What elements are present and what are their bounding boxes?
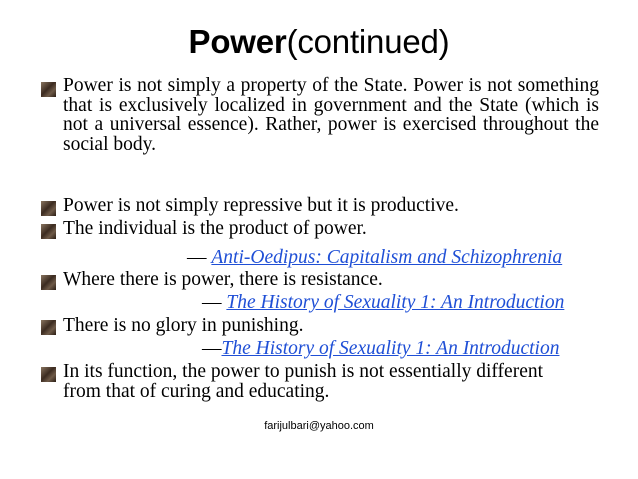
citation-link-history-of-sexuality-2[interactable]: The History of Sexuality 1: An Introduction [221,338,560,359]
bullet-icon [41,367,56,382]
bullet-text-3: The individual is the product of power. [63,218,367,239]
citation-link-anti-oedipus[interactable]: Anti-Oedipus: Capitalism and Schizophrenia [211,247,563,268]
bullet-text-6: In its function, the power to punish is not essentially different from that of curing and educating. [63,361,544,402]
citation-3 [202,339,559,359]
title-rest: (continued) [286,23,450,60]
slide-title [0,22,638,62]
bullet-text-1: Power is not simply a property of the State. Power is not something that is exclusively localized in government and the State (which is not a universal essence). Rather, power is exercised throughout the social body. [63,75,599,155]
bullet-icon [41,320,56,335]
bullet-icon [41,275,56,290]
bullet-icon [41,224,56,239]
bullet-icon [41,201,56,216]
bullet-text-2: Power is not simply repressive but it is productive. [63,195,459,216]
citation-link-history-of-sexuality[interactable]: The History of Sexuality 1: An Introduction [226,292,565,313]
citation-1 [187,248,562,268]
citation-2 [202,293,564,313]
citation-dash: — [202,292,227,313]
bullet-icon [41,82,56,97]
title-bold: Power [188,23,287,60]
footer-email: farijulbari@yahoo.com [264,420,374,432]
bullet-text-4: Where there is power, there is resistance. [63,269,383,290]
bullet-text-5: There is no glory in punishing. [63,315,304,336]
citation-dash: — [202,338,222,359]
citation-dash: — [187,247,212,268]
